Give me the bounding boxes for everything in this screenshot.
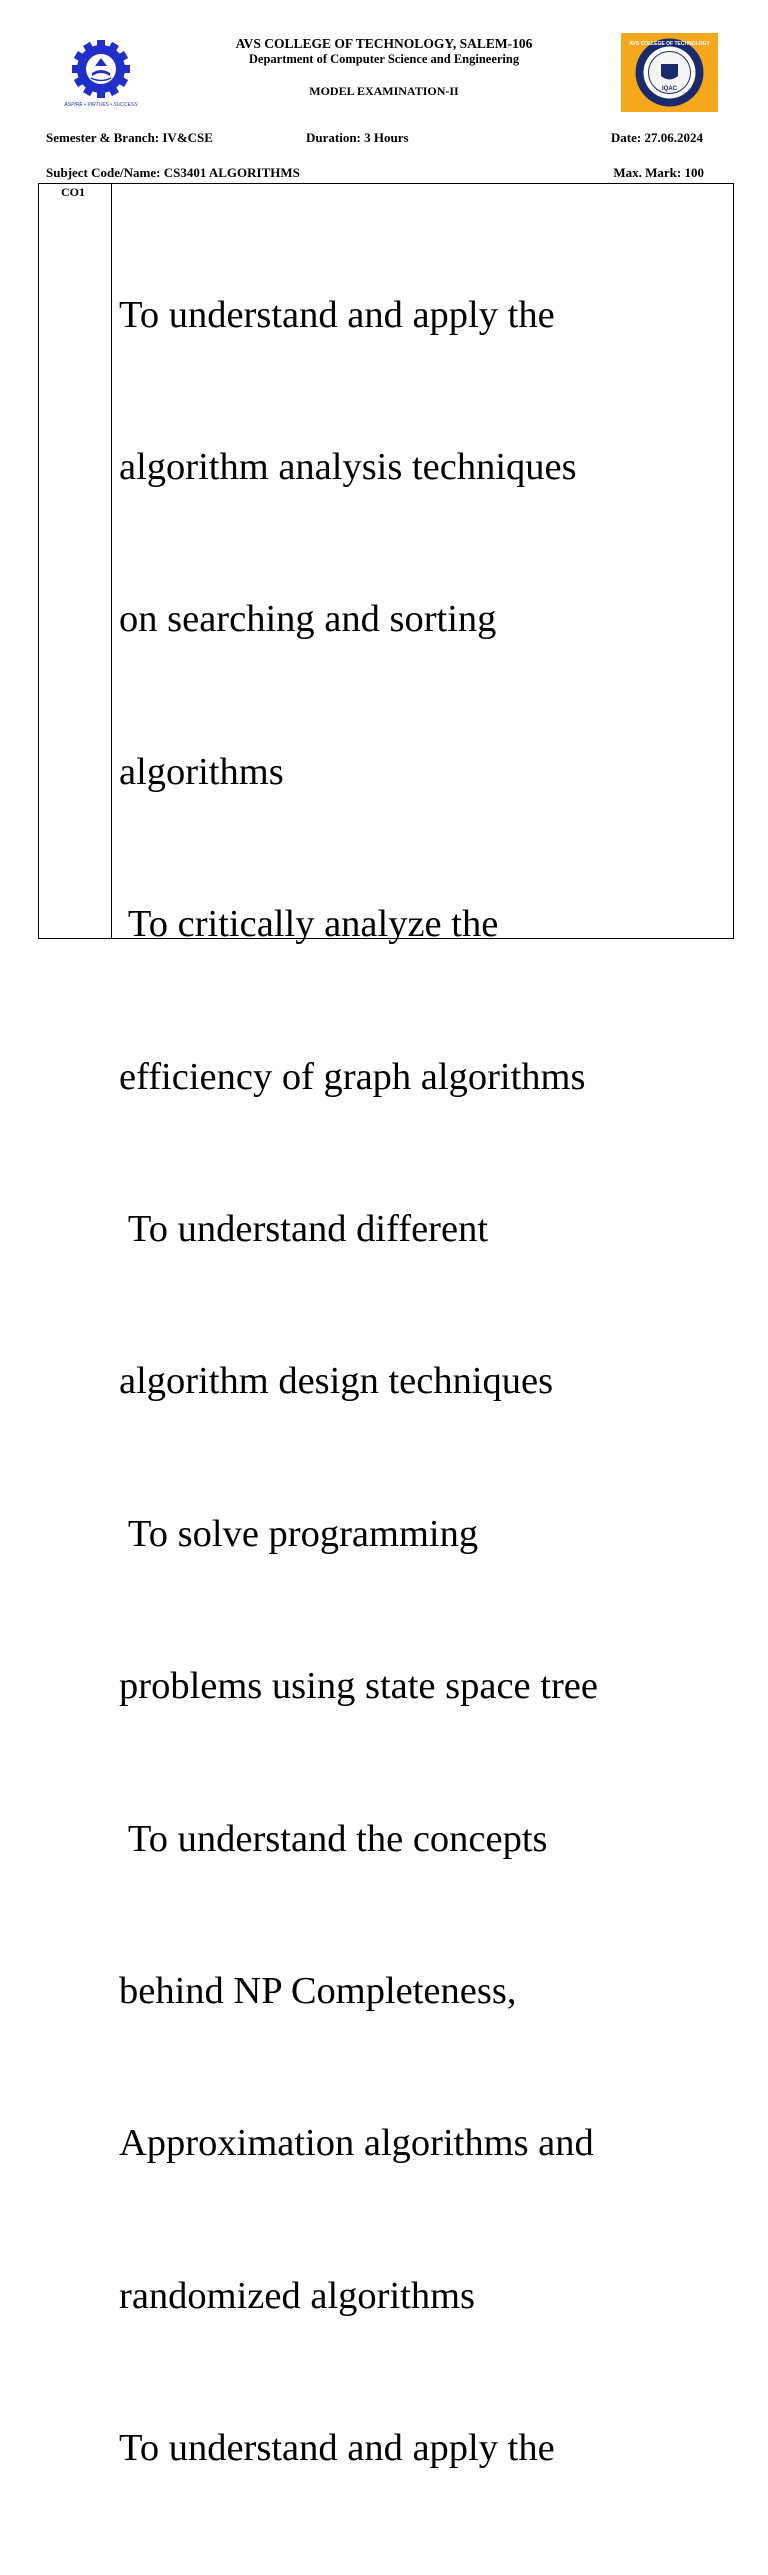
duration: Duration: 3 Hours [306,130,409,145]
co-line: algorithm analysis techniques [119,445,577,488]
co-line: To understand different [119,1207,489,1250]
exam-title: MODEL EXAMINATION-II [309,84,459,98]
co-line: efficiency of graph algorithms [119,1055,586,1098]
co-line: To understand the concepts [119,1817,548,1860]
co-label-column [39,184,112,938]
co-line: Approximation algorithms and [119,2122,594,2165]
co-line: randomized algorithms [119,2274,476,2317]
logo-ring-text: AVS COLLEGE OF TECHNOLOGY [629,41,710,47]
co-line: algorithms [119,750,284,793]
subject-code-name: Subject Code/Name: CS3401 ALGORITHMS [46,165,300,180]
co-line: behind NP Completeness, [119,1969,517,2012]
logo-motto: ASPIRE • VIRTUES • SUCCESS [64,102,138,108]
co-line: To solve programming [119,1512,479,1555]
co-label: CO1 [61,185,85,199]
max-mark: Max. Mark: 100 [613,165,704,180]
logo-badge-text: IQAC [662,86,677,92]
co-line: To understand and apply the [119,293,555,336]
co-line: To understand and apply the [119,2427,555,2470]
course-outcome-table [38,183,734,2470]
co-line: algorithm design techniques [119,1360,554,1403]
co-description [119,188,731,2575]
co-line: on searching and sorting [119,598,497,641]
semester-branch: Semester & Branch: IV&CSE [46,130,213,145]
exam-date: Date: 27.06.2024 [610,130,703,145]
co-line: To critically analyze the [119,903,499,946]
college-name: AVS COLLEGE OF TECHNOLOGY, SALEM-106 [235,36,533,51]
co-line: problems using state space tree [119,1665,598,1708]
department-name: Department of Computer Science and Engineering [248,52,520,66]
